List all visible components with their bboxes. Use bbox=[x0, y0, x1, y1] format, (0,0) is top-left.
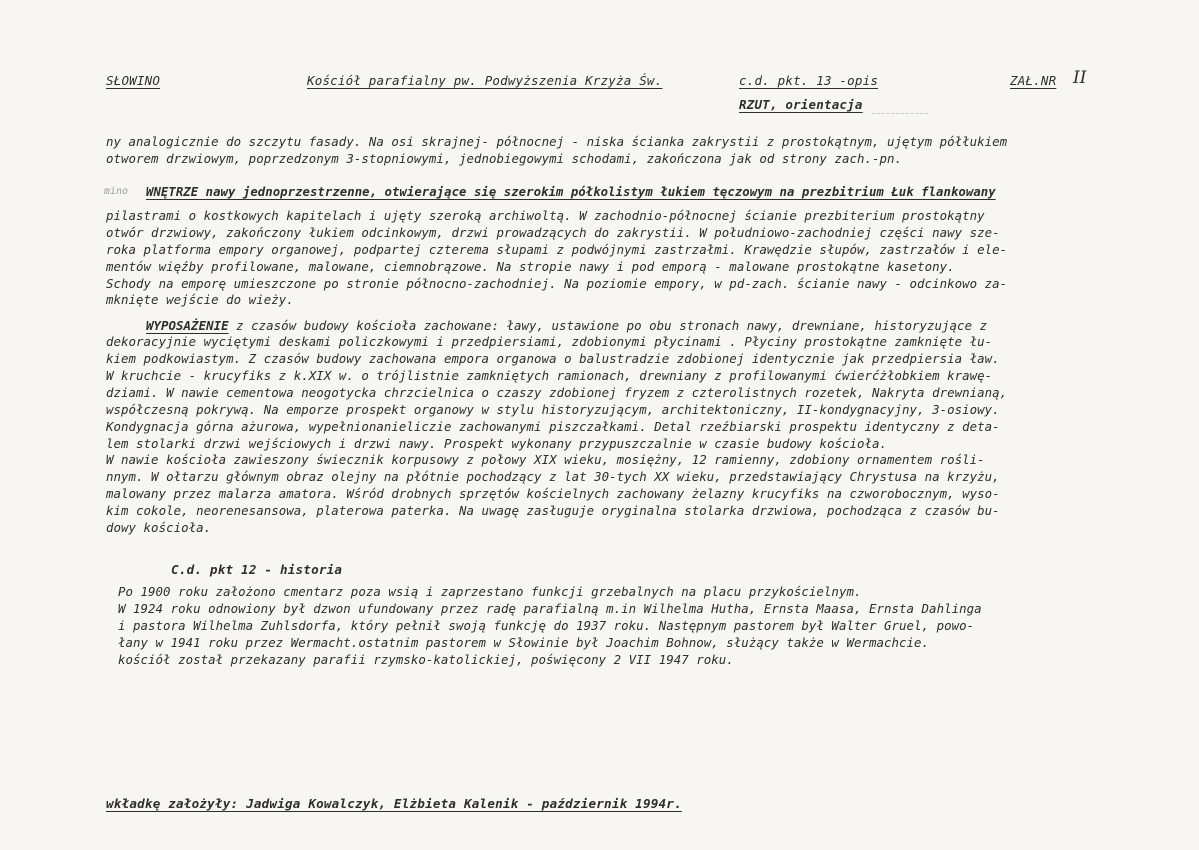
equipment-line: kiem podkowiastym. Z czasów budowy zachowana empora organowa o balustradzie zdobionej identycznie jak przedpiersia ław. bbox=[106, 351, 1000, 366]
interior-line: pilastrami o kostkowych kapitelach i ujęty szeroką archiwoltą. W zachodnio-północnej ścianie prezbiterium prostokątny bbox=[106, 208, 985, 223]
header-title: Kościół parafialny pw. Podwyższenia Krzyża Św. bbox=[307, 73, 663, 88]
history-line: kościół został przekazany parafii rzymsko-katolickiej, poświęcony 2 VII 1947 roku. bbox=[118, 652, 734, 667]
interior-line: Schody na emporę umieszczone po stronie północno-zachodniej. Na poziomie empory, w pd-zach. ścianie nawy - odcinkowo za- bbox=[106, 276, 1008, 291]
equipment-line: Kondygnacja górna ażurowa, wypełnionanieliczie zachowanymi piszczałkami. Detal rzeźbiarski prospektu identyczny z deta- bbox=[106, 419, 1000, 434]
interior-line: otwór drzwiowy, zakończony łukiem odcinkowym, drzwi prowadzących do zakrystii. W południowo-zachodniej części nawy sze- bbox=[106, 225, 1000, 240]
equipment-heading: WYPOSAŻENIE bbox=[146, 318, 229, 333]
equipment-line: malowany przez malarza amatora. Wśród drobnych sprzętów kościelnych zachowany żelazny krucyfiks na czworobocznym, wyso- bbox=[106, 486, 1000, 501]
header-section: c.d. pkt. 13 -opis bbox=[739, 73, 879, 88]
equipment-line: W nawie kościoła zawieszony świecznik korpusowy z połowy XIX wieku, mosiężny, 12 ramienny, zdobiony ornamentem rośli- bbox=[106, 452, 985, 467]
header-subsection: RZUT, orientacja bbox=[739, 97, 863, 112]
history-line: łany w 1941 roku przez Wermacht.ostatnim pastorem w Słowinie był Joachim Bohnow, służący także w Wermachcie. bbox=[118, 635, 930, 650]
equipment-line: dziami. W nawie cementowa neogotycka chrzcielnica o czaszy zdobionej fryzem z czterolistnych rozetek, Nakryta drewnianą, bbox=[106, 385, 1008, 400]
interior-line: mknięte wejście do wieży. bbox=[106, 292, 294, 307]
equipment-line: dekoracyjnie wyciętymi deskami policzkowymi i przedpiersiami, zdobionymi płycinami . Płyciny prostokątne zamknięte łu- bbox=[106, 334, 993, 349]
equipment-line: lem stolarki drzwi wejściowych i drzwi nawy. Prospekt wykonany przypuszczalnie w czasie budowy kościoła. bbox=[106, 436, 888, 451]
history-heading: C.d. pkt 12 - historia bbox=[171, 562, 343, 577]
interior-heading: WNĘTRZE nawy jednoprzestrzenne, otwierające się szerokim półkolistym łukiem tęczowym na prezbitrium Łuk flankowany bbox=[146, 185, 996, 199]
equipment-first-line-rest: z czasów budowy kościoła zachowane: ławy, ustawione po obu stronach nawy, drewniane, historyzujące z bbox=[228, 318, 988, 333]
intro-line: ny analogicznie do szczytu fasady. Na osi skrajnej- północnej - niska ścianka zakrystii z prostokątnym, ujętym półłukiem bbox=[106, 134, 1008, 149]
equipment-first-line bbox=[146, 318, 987, 333]
margin-stamp: mino bbox=[104, 186, 129, 197]
equipment-line: nnym. W ołtarzu głównym obraz olejny na płótnie pochodzący z lat 30-tych XX wieku, przedstawiający Chrystusa na krzyżu, bbox=[106, 469, 1000, 484]
header-attachment-number: II bbox=[1073, 68, 1087, 88]
equipment-line: dowy kościoła. bbox=[106, 520, 212, 535]
header-attachment-label: ZAŁ.NR bbox=[1010, 73, 1057, 88]
interior-line: mentów więźby profilowane, malowane, ciemnobrązowe. Na stropie nawy i pod emporą - malowane prostokątne kasetony. bbox=[106, 259, 955, 274]
history-line: W 1924 roku odnowiony był dzwon ufundowany przez radę parafialną m.in Wilhelma Hutha, Ernsta Maasa, Ernsta Dahlinga bbox=[118, 601, 982, 616]
header-dash bbox=[872, 113, 928, 114]
footer-authors: wkładkę założyły: Jadwiga Kowalczyk, Elżbieta Kalenik - październik 1994r. bbox=[106, 796, 682, 811]
equipment-line: W kruchcie - krucyfiks z k.XIX w. o trójlistnie zamkniętych ramionach, drewniany z profilowanymi ćwierćżłobkiem krawę- bbox=[106, 368, 993, 383]
equipment-line: kim cokole, neorenesansowa, platerowa paterka. Na uwagę zasługuje oryginalna stolarka drzwiowa, pochodząca z czasów bu- bbox=[106, 503, 1000, 518]
equipment-line: współczesną pokrywą. Na emporze prospekt organowy w stylu historyzującym, architektoniczny, II-kondygnacyjny, 3-osiowy. bbox=[106, 402, 1000, 417]
history-line: Po 1900 roku założono cmentarz poza wsią i zaprzestano funkcji grzebalnych na placu przykościelnym. bbox=[118, 584, 862, 599]
header-place: SŁOWINO bbox=[106, 73, 161, 88]
intro-line: otworem drzwiowym, poprzedzonym 3-stopniowymi, jednobiegowymi schodami, zakończona jak od strony zach.-pn. bbox=[106, 151, 903, 166]
interior-line: roka platforma empory organowej, podpartej czterema słupami z podwójnymi zastrzałmi. Krawędzie słupów, zastrzałów i ele- bbox=[106, 242, 1008, 257]
history-line: i pastora Wilhelma Zuhlsdorfa, który pełnił swoją funkcję do 1937 roku. Następnym pastorem był Walter Gruel, powo- bbox=[118, 618, 975, 633]
